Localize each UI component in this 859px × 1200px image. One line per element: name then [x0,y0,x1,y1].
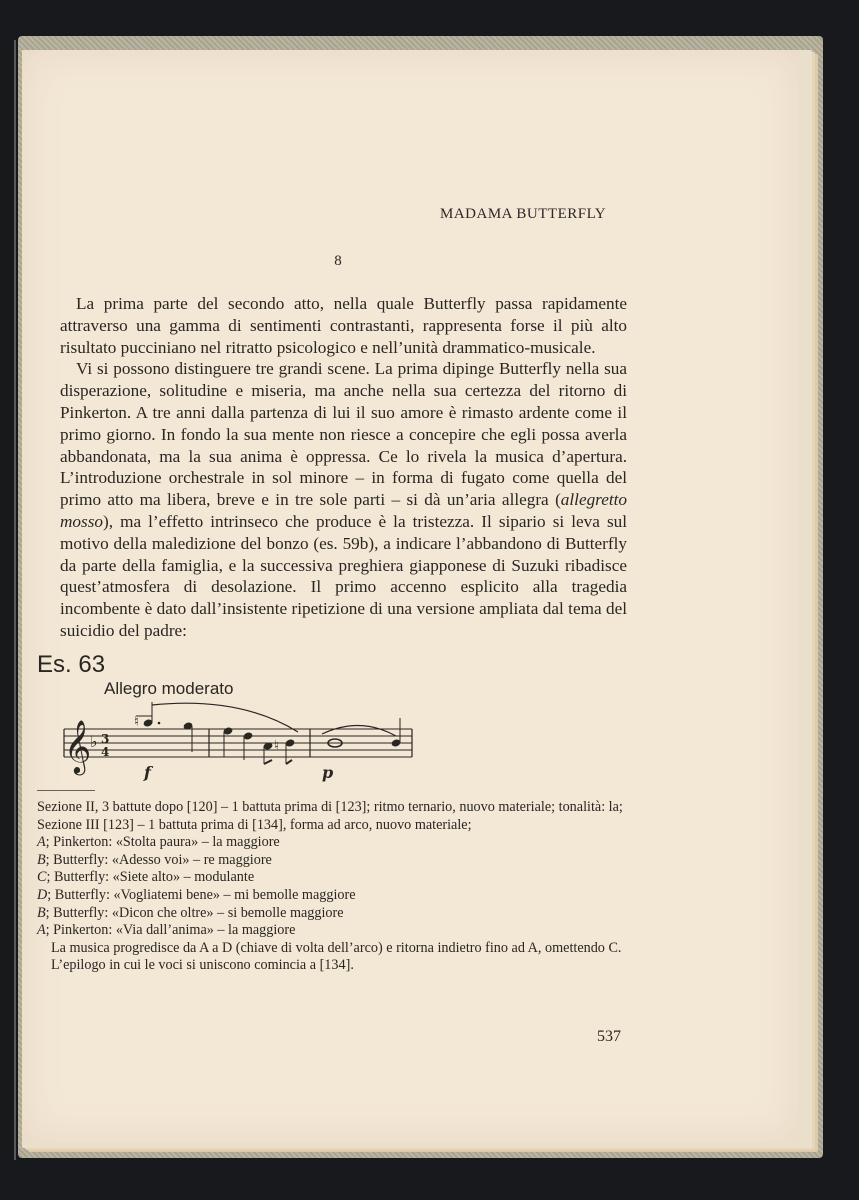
page-number: 537 [597,1028,621,1045]
paragraph-1: La prima parte del secondo atto, nella quale Butterfly passa rapidamente attraverso una gamma di sentimenti contrastanti, rappresenta forse il più alto risultato pucciniano nel ritratto psicologico e nell’unità drammatico-musicale. [60,294,627,357]
footnote-item: A; Pinkerton: «Via dall’anima» – la maggiore [37,922,296,939]
svg-text:♮: ♮ [134,714,140,730]
flat-icon: ♭ [90,732,98,751]
slurs [152,703,396,736]
paragraph-2-part-a: Vi si possono distinguere tre grandi scene. La prima dipinge Butterfly nella sua disperazione, solitudine e miseria, ma anche nella sua certezza del ritorno di Pinkerton. A tre anni dalla partenza di lui il suo amore è rimasto ardente come il primo giorno. In fondo la sua mente non riesce a concepire che egli possa averla abbandonata, ma la sua anima è oppressa. Ce lo rivela la musica d’apertura. L’introduzione orchestrale in sol minore – in forma di fugato come quella del primo atto ma libera, breve e in tre sole parti – si dà un’aria allegra ( [60,359,627,510]
time-signature-top: 3 [101,732,110,746]
example-label: Es. 63 [37,651,106,678]
footnote-item: B; Butterfly: «Adesso voi» – re maggiore [37,851,272,868]
svg-text:♮: ♮ [274,738,280,754]
treble-clef-icon: 𝄞 [64,719,92,773]
tempo-marking-italic: allegretto mosso [60,490,627,531]
music-example-staff [60,702,420,788]
footnote-rule [37,790,95,791]
footnote-item: A; Pinkerton: «Stolta paura» – la maggiore [37,834,280,851]
main-text [60,293,627,642]
footnote-item: C; Butterfly: «Siete alto» – modulante [37,869,255,886]
paragraph-2-part-b: ), ma l’effetto intrinseco che produce è la tristezza. Il sipario si leva sul motivo della maledizione del bonzo (es. 59b), a indicare l’abbandono di Butterfly da parte della famiglia, e la successiva preghiera giapponese di Suzuki ribadisce quest’atmosfera di desolazione. Il primo accenno esplicito alla tragedia incombente è dato dall’insistente ripetizione di una versione ampliata dal tema del suicidio del padre: [60,511,627,640]
tempo-marking: Allegro moderato [104,679,234,698]
section-number: 8 [334,253,342,269]
dynamic-forte: f [144,763,151,782]
time-signature-bottom: 4 [101,745,110,759]
running-head: MADAMA BUTTERFLY [440,206,607,222]
binding-edge [14,40,16,1160]
footnote-line-3: La musica progredisce da A a D (chiave di volta dell’arco) e ritorna indietro fino ad A, omettendo C. [51,939,622,956]
footnote-line-4: L’epilogo in cui le voci si uniscono comincia a [134]. [51,957,354,974]
footnote-item: D; Butterfly: «Vogliatemi bene» – mi bemolle maggiore [37,886,356,903]
notes [134,702,401,764]
footnote-line-2: Sezione III [123] – 1 battuta prima di [134], forma ad arco, nuovo materiale; [37,816,472,833]
footnote-item: B; Butterfly: «Dicon che oltre» – si bemolle maggiore [37,904,344,921]
footnote-line-1: Sezione II, 3 battute dopo [120] – 1 battuta prima di [123]; ritmo ternario, nuovo materiale; tonalità: la; [37,799,623,815]
staff-lines [64,729,412,757]
dynamic-piano: p [322,763,334,782]
footnotes [37,799,627,975]
paragraph-2 [60,358,627,641]
